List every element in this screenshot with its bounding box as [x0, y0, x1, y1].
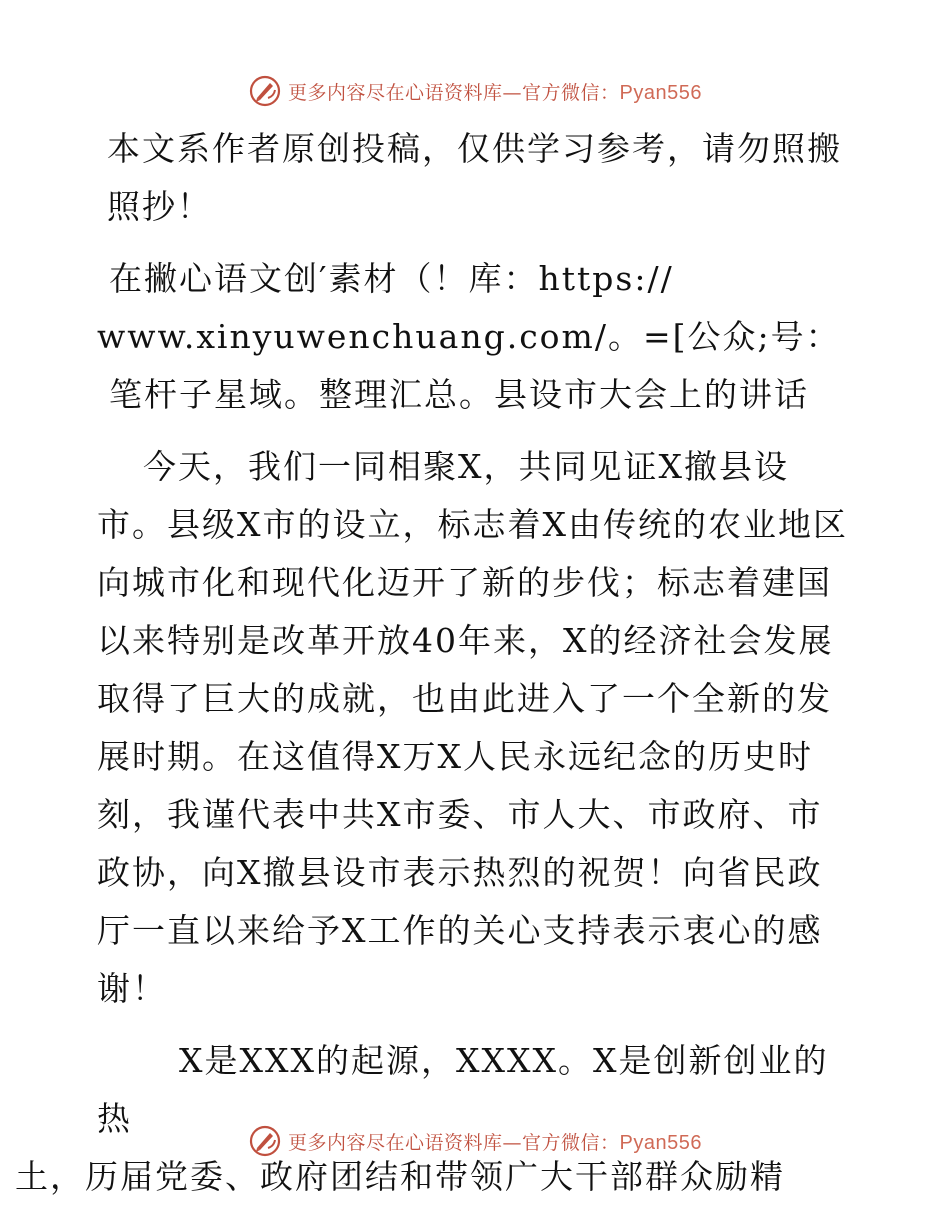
header-banner-text: [288, 78, 702, 105]
source-line-2: www.xinyuwenchuang.com/。=[公众;号：笔杆子星域。整理汇总。县设市大会上的讲话: [97, 317, 841, 414]
footer-banner-title: 更多内容尽在心语资料库: [288, 1131, 503, 1154]
header-banner-separator: —: [502, 81, 523, 104]
header-wechat-handle: Pyan556: [619, 81, 702, 104]
source-info: [97, 250, 857, 424]
source-line-1: 在撇心语文创′素材（！库：https://: [109, 259, 674, 298]
pen-feather-logo-icon: [248, 74, 282, 108]
pen-feather-logo-icon: [248, 1124, 282, 1158]
speech-paragraph-2: [15, 1032, 857, 1206]
footer-wechat-label: 官方微信：: [522, 1131, 620, 1154]
header-banner-title: 更多内容尽在心语资料库: [288, 81, 503, 104]
footer-banner: [0, 1121, 950, 1161]
footer-banner-text: [288, 1128, 702, 1155]
paragraph-2-line-1: X是XXX的起源，XXXX。X是创新创业的热: [97, 1041, 829, 1138]
copyright-notice: 本文系作者原创投稿，仅供学习参考，请勿照搬照抄！: [107, 129, 842, 226]
speech-paragraph-1: 今天，我们一同相聚X，共同见证X撤县设市。县级X市的设立，标志着X由传统的农业地区向城市化和现代化迈开了新的步伐；标志着建国以来特别是改革开放40年来，X的经济社会发展取得了巨大的成就，也由此进入了一个全新的发展时期。在这值得X万X人民永远纪念的历史时刻，我谨代表中共X市委、市人大、市政府、市政协，向X撤县设市表示热烈的祝贺！向省民政厅一直以来给予X工作的关心支持表示衷心的感谢！: [97, 447, 848, 1008]
footer-wechat-handle: Pyan556: [619, 1131, 702, 1154]
paragraph-2-line-2: 土，历届党委、政府团结和带领广大干部群众励精: [15, 1157, 785, 1196]
footer-banner-separator: —: [502, 1131, 523, 1154]
header-banner: [0, 71, 950, 111]
document-body: [15, 120, 857, 1206]
header-wechat-label: 官方微信：: [522, 81, 620, 104]
